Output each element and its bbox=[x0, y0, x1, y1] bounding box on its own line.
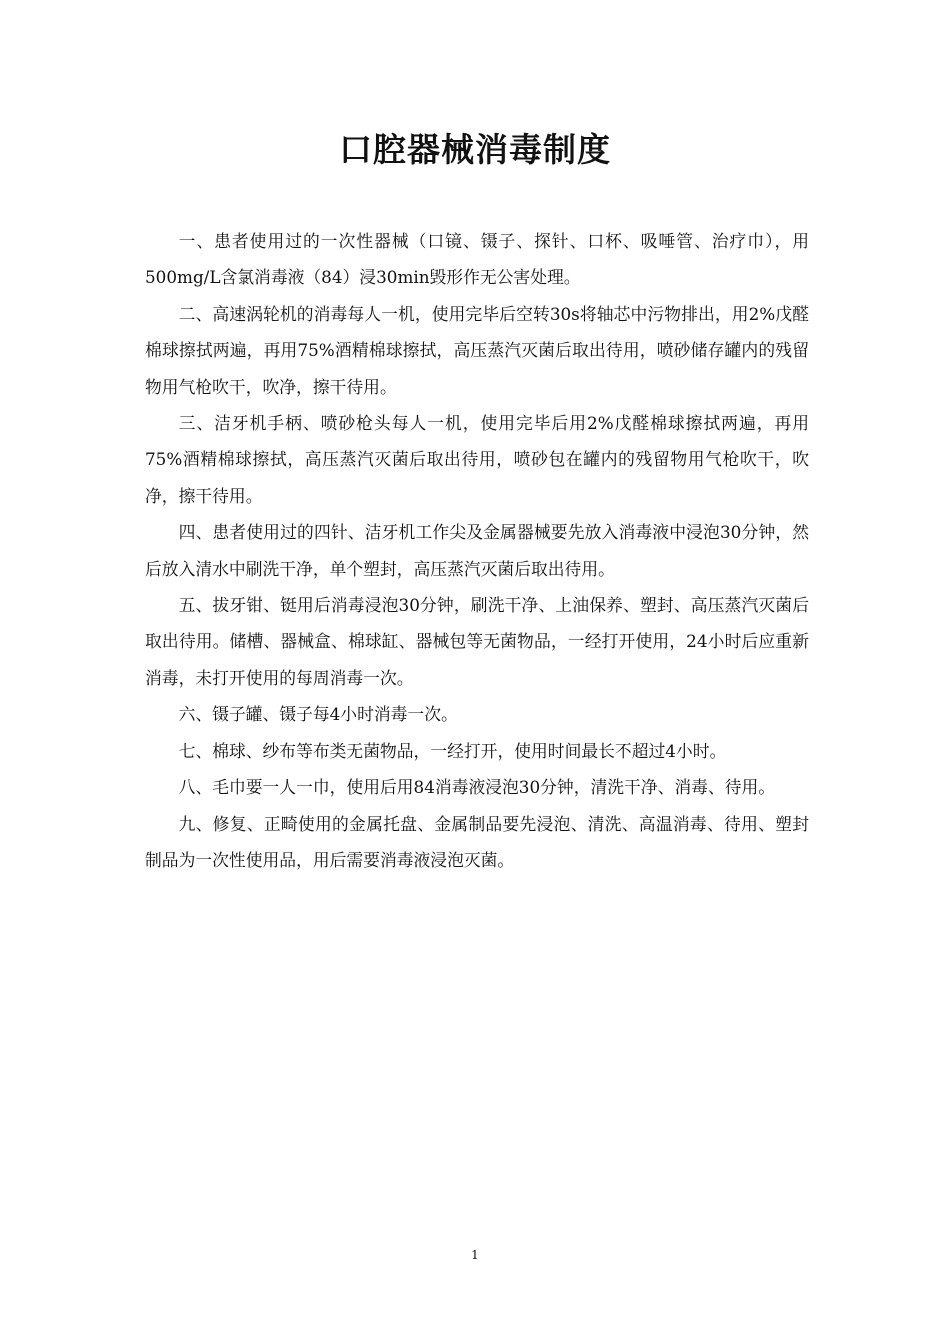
page-number: 1 bbox=[471, 1248, 479, 1262]
paragraph-1: 一、患者使用过的一次性器械（口镜、镊子、探针、口杯、吸唾管、治疗巾），用500mg/L含氯消毒液（84）浸30min毁形作无公害处理。 bbox=[145, 231, 809, 288]
paragraph-8: 八、毛巾要一人一巾，使用后用84消毒液浸泡30分钟，清洗干净、消毒、待用。 bbox=[178, 777, 776, 798]
paragraph-2: 二、高速涡轮机的消毒每人一机，使用完毕后空转30s将轴芯中污物排出，用2%戊醛棉球擦拭两遍，再用75%酒精棉球擦拭，高压蒸汽灭菌后取出待用，喷砂储存罐内的残留物用气枪吹干，吹净，擦干待用。 bbox=[145, 303, 809, 397]
paragraph-3: 三、洁牙机手柄、喷砂枪头每人一机，使用完毕后用2%戊醛棉球擦拭两遍，再用75%酒精棉球擦拭，高压蒸汽灭菌后取出待用，喷砂包在罐内的残留物用气枪吹干，吹净，擦干待用。 bbox=[145, 413, 809, 506]
document-body bbox=[145, 223, 809, 878]
paragraph-5: 五、拔牙钳、铤用后消毒浸泡30分钟，刷洗干净、上油保养、塑封、高压蒸汽灭菌后取出待用。储槽、器械盒、棉球缸、器械包等无菌物品，一经打开使用，24小时后应重新消毒，未打开使用的每周消毒一次。 bbox=[145, 595, 809, 688]
document-title: 口腔器械消毒制度 bbox=[339, 130, 611, 169]
paragraph-6: 六、镊子罐、镊子每4小时消毒一次。 bbox=[178, 704, 458, 725]
paragraph-4: 四、患者使用过的四针、洁牙机工作尖及金属器械要先放入消毒液中浸泡30分钟，然后放入清水中刷洗干净，单个塑封，高压蒸汽灭菌后取出待用。 bbox=[145, 522, 809, 579]
paragraph-9: 九、修复、正畸使用的金属托盘、金属制品要先浸泡、清洗、高温消毒、待用、塑封制品为一次性使用品，用后需要消毒液浸泡灭菌。 bbox=[145, 813, 809, 870]
paragraph-7: 七、棉球、纱布等布类无菌物品，一经打开，使用时间最长不超过4小时。 bbox=[178, 740, 727, 761]
